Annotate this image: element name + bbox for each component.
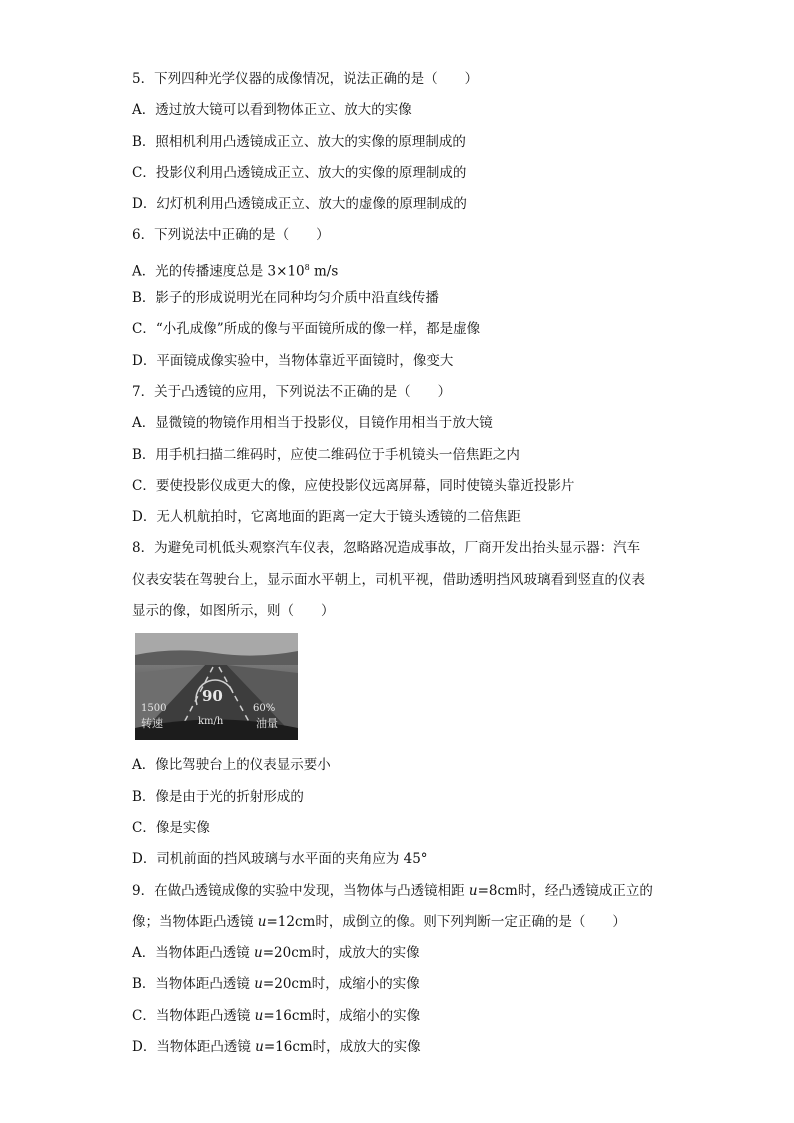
speed-unit: km/h: [198, 716, 224, 728]
option-a: [132, 938, 692, 969]
option-c: C．像是实像: [132, 819, 210, 836]
question-stem: 5．下列四种光学仪器的成像情况，说法正确的是（ ）: [132, 71, 479, 87]
question-stem-line-1: 8．为避免司机低头观察汽车仪表，忽略路况造成事故，厂商开发出抬头显示器：汽车: [132, 540, 641, 557]
question-7: [132, 377, 692, 533]
question-list: [132, 64, 692, 1063]
question-6: [132, 220, 692, 376]
rpm-label: 转速: [141, 717, 163, 731]
option-c: C．要使投影仪成更大的像，应使投影仪远离屏幕，同时使镜头靠近投影片: [132, 477, 575, 494]
option-text: C．当物体距凸透镜: [132, 1007, 255, 1024]
stem-text: 9．在做凸透镜成像的实验中发现，当物体与凸透镜相距: [132, 882, 469, 899]
question-9: [132, 876, 692, 1064]
variable-u: u: [254, 945, 263, 962]
head-up-display-photo: [135, 633, 298, 740]
option-b: [132, 969, 692, 1000]
stem-text: 像；当物体距凸透镜: [132, 913, 258, 930]
stem-text: =8cm时，经凸透镜成正立的: [477, 882, 653, 899]
rpm-readout: 1500: [141, 703, 167, 715]
question-stem: 7．关于凸透镜的应用，下列说法不正确的是（ ）: [132, 383, 452, 400]
variable-u: u: [255, 1039, 264, 1056]
option-text: =16cm时，成放大的实像: [263, 1039, 421, 1056]
option-c: [132, 1001, 692, 1032]
question-stem-line-2: [132, 907, 692, 938]
option-b: B．影子的形成说明光在同种均匀介质中沿直线传播: [132, 290, 439, 307]
stem-text: =12cm时，成倒立的像。则下列判断一定正确的是（ ）: [266, 913, 626, 930]
option-a: [132, 252, 692, 283]
option-b: B．照相机利用凸透镜成正立、放大的实像的原理制成的: [132, 133, 466, 150]
option-d: [132, 1032, 692, 1063]
question-stem-line-3: 显示的像，如图所示，则（ ）: [132, 603, 335, 620]
fuel-readout: 60%: [253, 703, 276, 715]
option-c: C．“小孔成像”所成的像与平面镜所成的像一样，都是虚像: [132, 321, 481, 338]
question-5: [132, 64, 692, 220]
exponent: 8: [304, 262, 310, 272]
option-text: =20cm时，成放大的实像: [262, 945, 420, 962]
option-text: =20cm时，成缩小的实像: [262, 976, 420, 993]
option-a-suffix: m/s: [309, 263, 339, 280]
option-d: D．平面镜成像实验中，当物体靠近平面镜时，像变大: [132, 352, 454, 369]
option-text: =16cm时，成缩小的实像: [263, 1007, 421, 1024]
fuel-label: 油量: [256, 717, 278, 731]
option-d: D．无人机航拍时，它离地面的距离一定大于镜头透镜的二倍焦距: [132, 509, 521, 526]
option-a-prefix: A．光的传播速度总是 3×10: [132, 263, 305, 280]
question-stem-line-2: 仪表安装在驾驶台上，显示面水平朝上，司机平视，借助透明挡风玻璃看到竖直的仪表: [132, 571, 645, 588]
question-stem-line-1: [132, 876, 692, 907]
variable-u: u: [257, 913, 267, 930]
option-text: A．当物体距凸透镜: [132, 945, 255, 962]
option-c: C．投影仪利用凸透镜成正立、放大的实像的原理制成的: [132, 164, 467, 181]
variable-u: u: [254, 1007, 264, 1024]
option-text: D．当物体距凸透镜: [132, 1039, 256, 1056]
option-a: A．透过放大镜可以看到物体正立、放大的实像: [132, 102, 412, 119]
variable-u: u: [254, 976, 263, 993]
option-text: B．当物体距凸透镜: [132, 976, 255, 993]
option-b: B．像是由于光的折射形成的: [132, 788, 304, 805]
option-d: D．幻灯机利用凸透镜成正立、放大的虚像的原理制成的: [132, 196, 467, 213]
option-a: A．像比驾驶台上的仪表显示要小: [132, 757, 331, 774]
question-8: [132, 533, 692, 875]
variable-u: u: [468, 882, 478, 899]
option-b: B．用手机扫描二维码时，应使二维码位于手机镜头一倍焦距之内: [132, 446, 520, 463]
question-stem: 6．下列说法中正确的是（ ）: [132, 227, 330, 244]
option-a: A．显微镜的物镜作用相当于投影仪，目镜作用相当于放大镜: [132, 415, 493, 432]
option-d: D．司机前面的挡风玻璃与水平面的夹角应为 45°: [132, 851, 428, 868]
speed-readout: 90: [202, 687, 223, 706]
